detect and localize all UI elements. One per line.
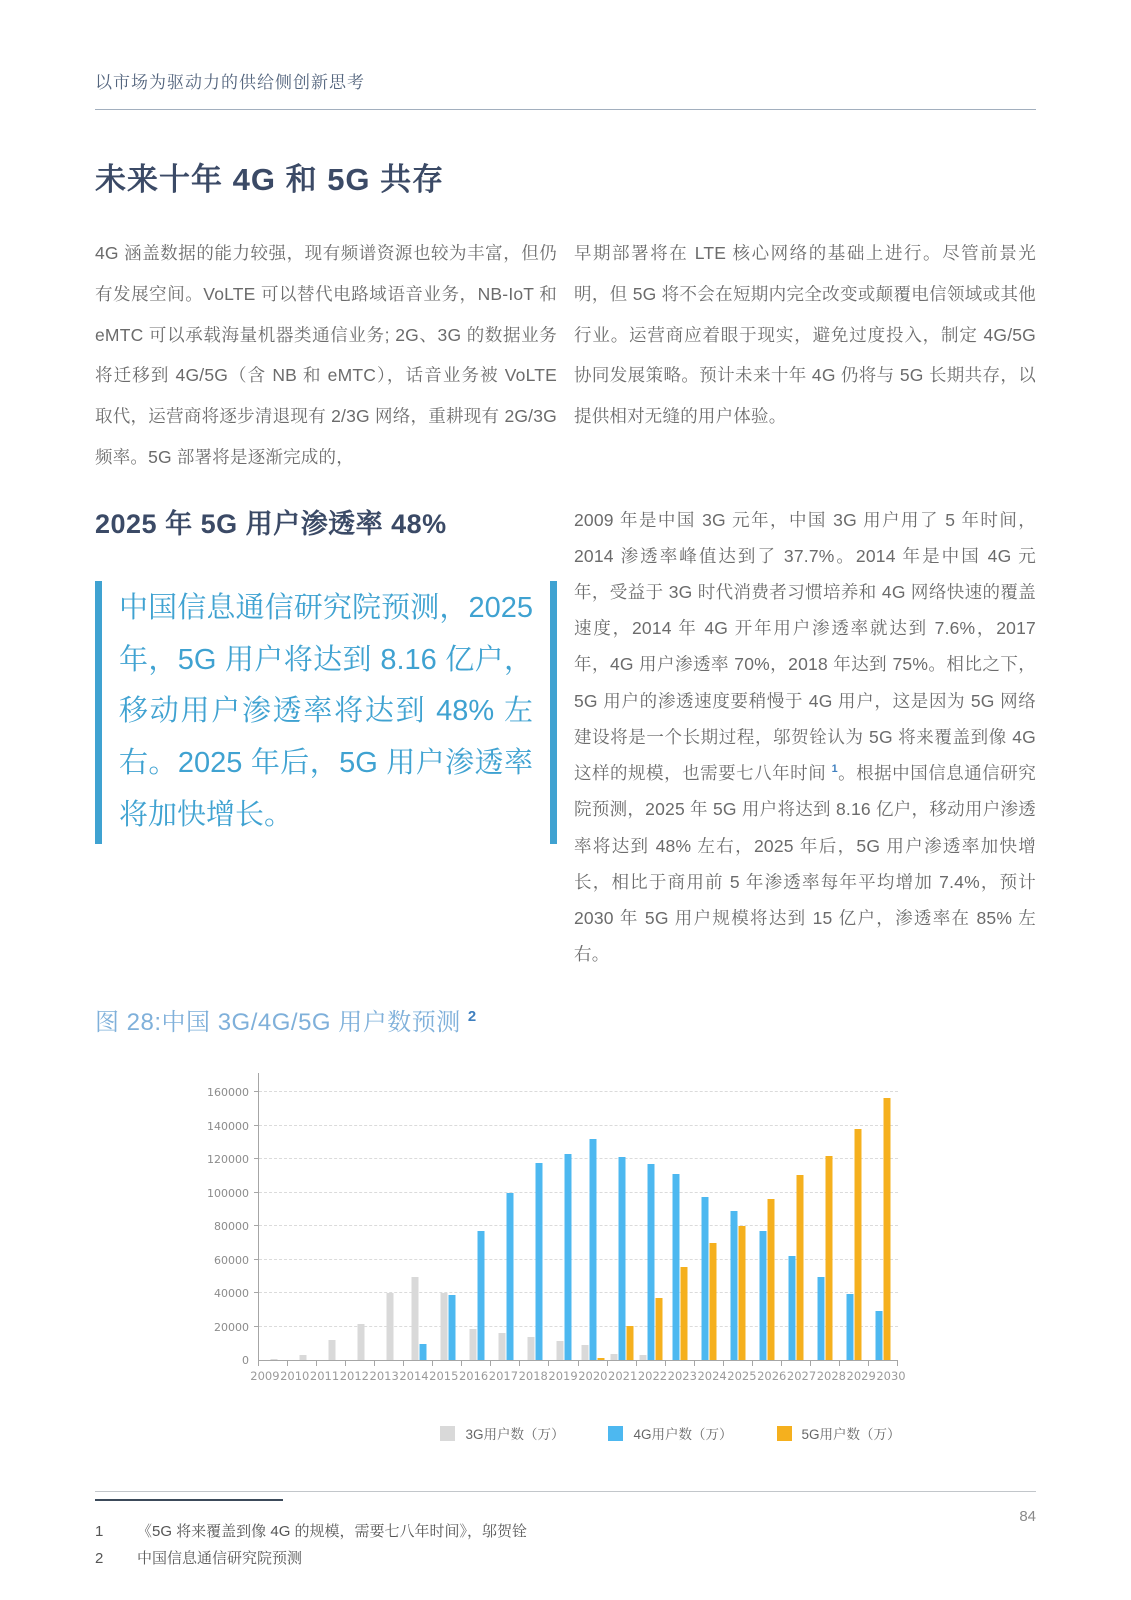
x-axis-label: 2021 [608, 1369, 638, 1384]
y-axis-label: 0 [242, 1354, 249, 1368]
bar [656, 1298, 663, 1360]
bar-group-2010 [299, 1355, 306, 1361]
bar [419, 1344, 426, 1361]
x-axis-label: 2016 [458, 1369, 489, 1384]
bar-group-2017 [498, 1193, 513, 1361]
quote-right-bar [550, 581, 557, 845]
x-axis-tick [461, 1360, 462, 1366]
x-axis-label: 2013 [369, 1369, 399, 1384]
x-axis-tick [897, 1360, 898, 1366]
bar [673, 1174, 680, 1361]
x-axis-tick [810, 1360, 811, 1366]
bar [411, 1277, 418, 1361]
legend-item [608, 1423, 732, 1443]
section2-columns [95, 502, 1036, 973]
running-header: 以市场为驱动力的供给侧创新思考 [95, 73, 365, 92]
bar [469, 1329, 476, 1360]
bar [710, 1243, 717, 1360]
section1-left-paragraph: 4G 涵盖数据的能力较强，现有频谱资源也较为丰富，但仍有发展空间。VoLTE 可以替代电路域语音业务，NB-IoT 和 eMTC 可以承载海量机器类通信业务; 2G、3G 的数据业务将迁移到 4G/5G（含 NB 和 eMTC），话音业务被 VoLTE 取代，运营商将逐步清退现有 2/3G 网络，重耕现有 2G/3G 频率。5G 部署将是逐渐完成的， [95, 243, 557, 467]
bar [506, 1193, 513, 1361]
legend-label: 5G用户数（万） [801, 1427, 901, 1443]
x-axis-label: 2029 [846, 1369, 876, 1384]
bar-group-2015 [440, 1293, 455, 1360]
figure-caption [95, 1002, 1036, 1037]
chart-inner [207, 1073, 1131, 1384]
bar-group-2022 [640, 1164, 663, 1361]
legend-label: 4G用户数（万） [633, 1427, 733, 1443]
y-axis-label: 20000 [214, 1320, 249, 1334]
section2-left-column [95, 502, 557, 973]
x-axis-tick [258, 1360, 259, 1366]
bar [477, 1231, 484, 1361]
y-axis-tick [254, 1125, 259, 1126]
x-axis-label: 2018 [518, 1369, 548, 1384]
footnote-1-text: 《5G 将来覆盖到像 4G 的规模，需要七八年时间》，邬贺铨 [137, 1523, 528, 1541]
bar [640, 1355, 647, 1360]
y-axis-tick [254, 1225, 259, 1226]
pull-quote [95, 577, 557, 849]
x-axis-tick [781, 1360, 782, 1366]
bar [527, 1337, 534, 1360]
bar-group-2024 [702, 1197, 717, 1360]
y-axis-label: 60000 [214, 1253, 249, 1267]
bar [440, 1293, 447, 1360]
x-axis-label: 2011 [309, 1369, 340, 1384]
x-axis-label: 2027 [786, 1369, 817, 1384]
footnote-1-number: 1 [95, 1523, 104, 1541]
bar-group-2023 [673, 1174, 688, 1361]
quote-left-bar [95, 581, 102, 845]
y-axis-tick [254, 1292, 259, 1293]
bar [448, 1295, 455, 1360]
footnote-2-number: 2 [95, 1549, 104, 1567]
bar [681, 1267, 688, 1360]
section1-right-paragraph: 早期部署将在 LTE 核心网络的基础上进行。尽管前景光明，但 5G 将不会在短期内完全改变或颠覆电信领域或其他行业。运营商应着眼于现实，避免过度投入，制定 4G/5G 协同发展策略。预计未来十年 4G 仍将与 5G 长期共存，以提供相对无缝的用户体验。 [574, 243, 1036, 427]
bar [884, 1098, 891, 1360]
y-axis-tick [254, 1091, 259, 1092]
x-axis-tick [519, 1360, 520, 1366]
bar [818, 1277, 825, 1361]
x-axis-tick [316, 1360, 317, 1366]
bar-group-2019 [556, 1154, 571, 1360]
paragraph-text-before-ref: 2009 年是中国 3G 元年，中国 3G 用户用了 5 年时间，2014 渗透率峰值达到了 37.7%。2014 年是中国 4G 元年，受益于 3G 时代消费者习惯培养和 4G 网络快速的覆盖速度，2014 年 4G 开年用户渗透率就达到 7.6%，2017 年，4G 用户渗透率 70%，2018 年达到 75%。相比之下，5G 用户的渗透速度要稍慢于 4G 用户，这是因为 5G 网络建设将是一个长期过程，邬贺铨认为 5G 将来覆盖到像 4G 这样的规模，也需要七八年时间 [574, 509, 1036, 784]
bar [498, 1333, 505, 1361]
bar-group-2016 [469, 1231, 484, 1361]
x-axis-tick [607, 1360, 608, 1366]
bar [619, 1157, 626, 1361]
bar [590, 1139, 597, 1361]
bar-group-2020 [582, 1139, 605, 1361]
legend-item [777, 1423, 901, 1443]
x-axis-tick [578, 1360, 579, 1366]
x-axis-label: 2017 [488, 1369, 519, 1384]
bar-group-2026 [760, 1199, 775, 1361]
chart-x-axis [250, 1369, 906, 1383]
x-axis-label: 2028 [816, 1369, 846, 1384]
y-axis-label: 100000 [207, 1186, 249, 1200]
bar [357, 1324, 364, 1361]
bar [611, 1354, 618, 1361]
section-title-main: 未来十年 4G 和 5G 共存 [95, 162, 445, 197]
chart-plot [258, 1073, 898, 1361]
gridline [259, 1125, 898, 1126]
bar [826, 1156, 833, 1360]
bar-group-2029 [847, 1129, 862, 1360]
bar-group-2021 [611, 1157, 634, 1361]
bar-group-2025 [731, 1211, 746, 1361]
gridline [259, 1091, 898, 1092]
x-axis-tick [636, 1360, 637, 1366]
section-title-sub: 2025 年 5G 用户渗透率 48% [95, 508, 447, 539]
x-axis-tick [490, 1360, 491, 1366]
footnote-1 [95, 1519, 1036, 1545]
x-axis-label: 2030 [876, 1369, 906, 1384]
bar-group-2014 [411, 1277, 426, 1361]
bar [789, 1256, 796, 1361]
x-axis-label: 2025 [727, 1369, 757, 1384]
bar [535, 1163, 542, 1361]
x-axis-tick [868, 1360, 869, 1366]
x-axis-tick [665, 1360, 666, 1366]
section1-columns [95, 233, 1036, 478]
x-axis-label: 2009 [250, 1369, 280, 1384]
bar-group-2011 [328, 1340, 335, 1360]
bar [847, 1294, 854, 1360]
x-axis-tick [694, 1360, 695, 1366]
y-axis-tick [254, 1158, 259, 1159]
chart-y-axis [207, 1073, 258, 1368]
chart-legend [210, 1423, 1131, 1443]
gridline [259, 1158, 898, 1159]
page-number: 84 [1019, 1508, 1036, 1525]
bar-group-2030 [876, 1098, 891, 1360]
y-axis-label: 80000 [214, 1220, 249, 1234]
x-axis-label: 2015 [429, 1369, 459, 1384]
pull-quote-text: 中国信息通信研究院预测，2025 年，5G 用户将达到 8.16 亿户，移动用户渗透率将达到 48% 左右。2025 年后，5G 用户渗透率将加快增长。 [119, 591, 533, 832]
legend-label: 3G用户数（万） [465, 1427, 565, 1443]
bar [328, 1340, 335, 1360]
legend-swatch [777, 1426, 792, 1441]
bar [760, 1231, 767, 1361]
bar [648, 1164, 655, 1361]
bar [299, 1355, 306, 1361]
bar-group-2018 [527, 1163, 542, 1361]
bar [582, 1345, 589, 1361]
y-axis-label: 140000 [207, 1119, 249, 1133]
bar-group-2009 [270, 1359, 277, 1360]
footnote-block [95, 1499, 1036, 1572]
x-axis-label: 2019 [548, 1369, 578, 1384]
x-axis-tick [287, 1360, 288, 1366]
x-axis-tick [723, 1360, 724, 1366]
bar [556, 1341, 563, 1360]
bar-group-2012 [357, 1324, 364, 1361]
x-axis-label: 2012 [339, 1369, 369, 1384]
bar [768, 1199, 775, 1361]
figure-chart [207, 1073, 1131, 1443]
x-axis-label: 2014 [399, 1369, 429, 1384]
footnote-2-text: 中国信息通信研究院预测 [137, 1549, 303, 1567]
footnote-ref-1: 1 [831, 763, 838, 776]
section2-right-paragraph [574, 502, 1036, 973]
x-axis-tick [548, 1360, 549, 1366]
bar [739, 1226, 746, 1361]
bar [564, 1154, 571, 1360]
chart-plot-wrap [250, 1073, 906, 1384]
figure-caption-text: 图 28:中国 3G/4G/5G 用户数预测 [95, 1009, 461, 1037]
x-axis-tick [432, 1360, 433, 1366]
footnote-2 [95, 1546, 1036, 1572]
x-axis-tick [839, 1360, 840, 1366]
x-axis-label: 2020 [578, 1369, 608, 1384]
legend-swatch [440, 1426, 455, 1441]
y-axis-label: 40000 [214, 1287, 249, 1301]
y-axis-label: 160000 [207, 1086, 249, 1100]
legend-item [440, 1423, 564, 1443]
footnote-ref-2: 2 [467, 1009, 477, 1026]
bar [797, 1175, 804, 1360]
bar [627, 1326, 634, 1360]
bar [702, 1197, 709, 1360]
x-axis-tick [752, 1360, 753, 1366]
bar [598, 1358, 605, 1361]
x-axis-tick [345, 1360, 346, 1366]
x-axis-label: 2010 [280, 1369, 310, 1384]
bar [876, 1311, 883, 1360]
bar [731, 1211, 738, 1361]
x-axis-tick [374, 1360, 375, 1366]
bar [386, 1293, 393, 1360]
bar [855, 1129, 862, 1360]
y-axis-tick [254, 1259, 259, 1260]
legend-swatch [608, 1426, 623, 1441]
header-divider [95, 109, 1036, 110]
page-bottom-divider [95, 1491, 1036, 1492]
paragraph-text-after-ref: 。根据中国信息通信研究院预测，2025 年 5G 用户将达到 8.16 亿户，移动用户渗透率将达到 48% 左右，2025 年后，5G 用户渗透率加快增长，相比于商用前 5 年渗透率每年平均增加 7.4%，预计 2030 年 5G 用户规模将达到 15 亿户，渗透率在 85% 左右。 [574, 763, 1036, 965]
x-axis-tick [403, 1360, 404, 1366]
y-axis-label: 120000 [207, 1153, 249, 1167]
x-axis-label: 2024 [697, 1369, 727, 1384]
section2-right-column [574, 502, 1036, 973]
bar [270, 1359, 277, 1360]
y-axis-tick [254, 1192, 259, 1193]
x-axis-label: 2026 [757, 1369, 787, 1384]
x-axis-label: 2023 [667, 1369, 697, 1384]
y-axis-tick [254, 1326, 259, 1327]
bar-group-2013 [386, 1293, 393, 1360]
footnote-divider [95, 1499, 283, 1501]
x-axis-label: 2022 [637, 1369, 668, 1384]
bar-group-2028 [818, 1156, 833, 1360]
bar-group-2027 [789, 1175, 804, 1360]
